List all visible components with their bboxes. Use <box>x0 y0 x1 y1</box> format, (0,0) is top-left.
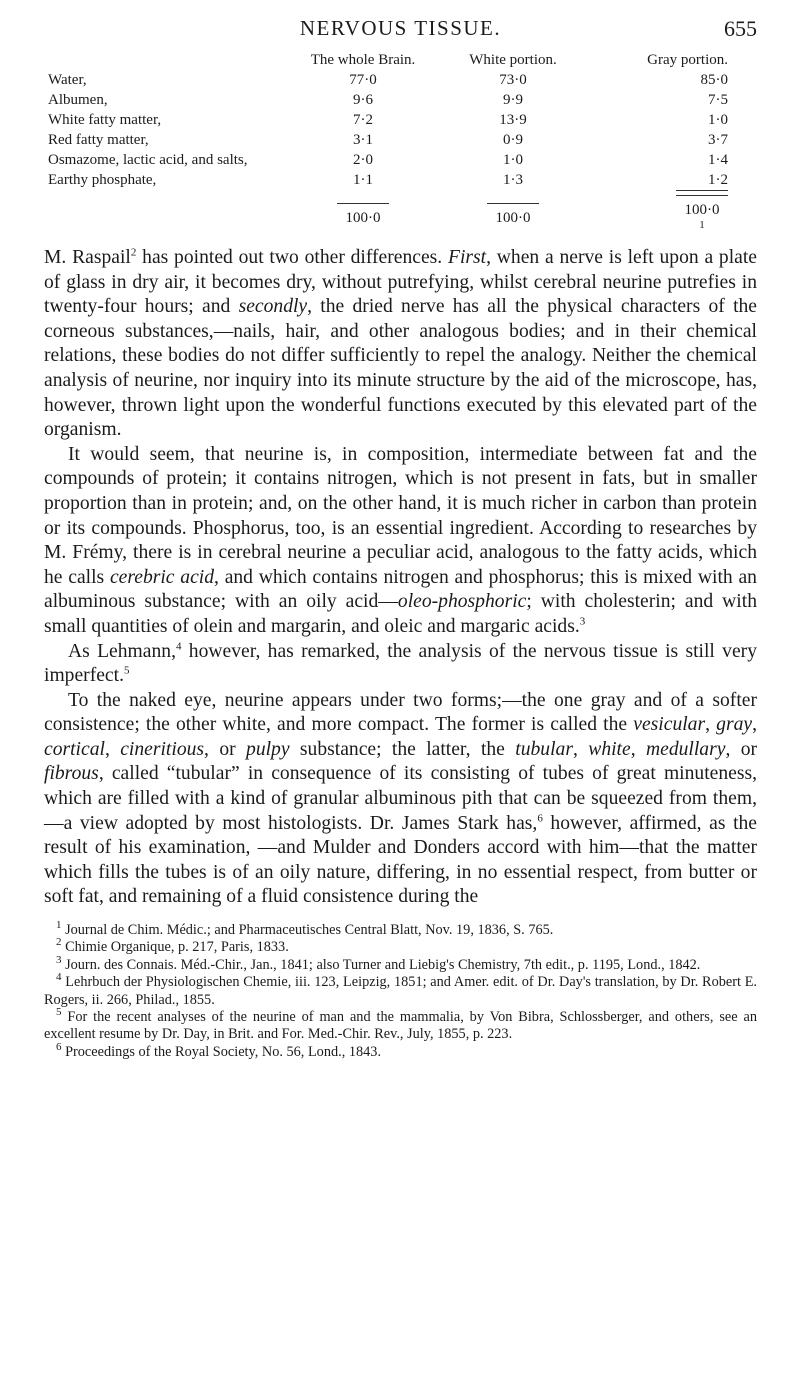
footnote-text: Proceedings of the Royal Society, No. 56, Lond., 1843. <box>61 1043 382 1060</box>
table-cell: 1·3 <box>503 172 523 188</box>
footnote-text: Lehrbuch der Physiologischen Chemie, iii. 123, Leipzig, 1851; and Amer. edit. of Dr. Day's translation, by Dr. Robert E. Rogers, ii. 266, Philad., 1855. <box>44 974 757 1008</box>
text-run: , <box>630 738 646 760</box>
footnote-ref: 6 <box>537 812 543 825</box>
table-header-blank <box>48 50 288 70</box>
italic-term: tubular <box>515 738 573 760</box>
body-text <box>44 246 757 910</box>
column-header: The whole Brain. <box>310 52 416 68</box>
table-row <box>48 90 734 110</box>
table-cell: 1·0 <box>503 152 523 168</box>
text-run: substance; the latter, the <box>289 738 516 760</box>
italic-term: pulpy <box>246 738 290 760</box>
footnote-number: 5 <box>56 1006 62 1019</box>
row-label: Albumen, <box>48 92 108 108</box>
total-value: 100·0 <box>487 203 539 228</box>
italic-term: gray <box>716 714 753 736</box>
footnote-text: Chimie Organique, p. 217, Paris, 1833. <box>61 939 289 956</box>
footnote-text: For the recent analyses of the neurine of man and the mammalia, by Von Bibra, Schlossberger, and others, see an excellent resume by Dr. Day, in Brit. and For. Med.-Chir. Rev., July, 1855, p. 223. <box>44 1009 757 1043</box>
text-run: , when a nerve is left upon a plate of glass in dry air, it becomes dry, without putrefying, whilst cerebral neurine putrefies in twenty-four hours; and <box>44 247 758 318</box>
table-cell: 1·1 <box>353 172 373 188</box>
row-label: Red fatty matter, <box>48 132 149 148</box>
table-cell: 0·9 <box>503 132 523 148</box>
text-run: , <box>104 738 121 760</box>
table-cell: 2·0 <box>353 152 373 168</box>
paragraph <box>44 640 757 689</box>
table-cell: 3·7 <box>708 132 728 148</box>
table-total-row <box>48 190 734 240</box>
text-run: M. Raspail <box>44 247 131 268</box>
footnote-ref: 3 <box>579 615 586 628</box>
paragraph <box>44 246 757 443</box>
italic-term: medullary <box>645 738 726 760</box>
footnote <box>44 1006 757 1044</box>
table-row <box>48 110 734 130</box>
italic-term: fibrous <box>44 763 99 785</box>
footnote <box>44 1041 757 1061</box>
table-cell: 85·0 <box>700 72 728 88</box>
brain-analysis-table <box>48 50 734 240</box>
row-label: Water, <box>48 72 87 88</box>
row-label: White fatty matter, <box>48 112 162 128</box>
italic-term: cerebric acid <box>109 566 215 588</box>
page-number: 655 <box>724 16 757 41</box>
text-run: , called “tubular” in consequence of its consisting of tubes of great minuteness, which are filled with a kind of granular albuminous pith that can be squeezed from them,—a view adopted by most histologists. Dr. James Stark has, <box>44 763 757 834</box>
text-run: has pointed out two other differences. <box>136 247 448 268</box>
footnote-ref: 5 <box>123 664 130 677</box>
text-run: however, has remarked, the analysis of the nervous tissue is still very imperfect. <box>44 640 757 687</box>
text-run: It would seem, that neurine is, in composition, intermediate between fat and the compounds of protein; it contains nitrogen, which is not present in fats, but in smaller proportion than in protein; and, on the other hand, it is much richer in carbon than protein or its compounds. Phosphorus, too, is an essential ingredient. According to researches by M. Frémy, there is in cerebral neurine a peculiar acid, analogous to the fatty acids, which he calls <box>44 443 757 588</box>
total-cell <box>588 190 734 240</box>
footnote-number: 4 <box>56 971 62 984</box>
italic-term: white <box>588 738 631 760</box>
table-cell: 7·2 <box>353 112 373 128</box>
text-run: ; with cholesterin; and with small quantities of olein and margarin, and oleic and margaric acids. <box>44 591 757 637</box>
table-cell: 1·2 <box>708 172 728 188</box>
total-value-text: 100·0 <box>676 195 728 220</box>
italic-term: vesicular <box>633 714 706 736</box>
running-title: NERVOUS TISSUE. <box>299 16 502 40</box>
footnotes <box>44 919 757 1061</box>
column-header: Gray portion. <box>647 52 728 68</box>
text-run: As Lehmann, <box>68 640 176 662</box>
text-run: To the naked eye, neurine appears under two forms;—the one gray and of a softer consistence; the other white, and more compact. The former is called the <box>44 689 757 736</box>
table-cell: 77·0 <box>349 72 377 88</box>
table-row <box>48 150 734 170</box>
running-head <box>44 10 757 44</box>
table-cell: 13·9 <box>499 112 527 128</box>
text-run: however, affirmed, as the result of his examination, —and Mulder and Donders accord with him—that the matter which fills the tubes is of an oily nature, differing, in no essential respect, from butter or soft fat, and remaining of a fluid consistence during the <box>44 812 758 908</box>
text-run: , <box>705 714 717 736</box>
text-run: , <box>572 738 589 760</box>
footnote-ref: 1 <box>699 219 705 231</box>
table-cell: 1·4 <box>708 152 728 168</box>
footnote <box>44 971 757 1009</box>
table-cell: 73·0 <box>499 72 527 88</box>
total-cell <box>438 190 588 240</box>
text-run: , or <box>204 738 247 760</box>
italic-term: First <box>447 247 487 268</box>
table-cell: 7·5 <box>708 92 728 108</box>
footnote-number: 1 <box>56 919 62 932</box>
table-row <box>48 130 734 150</box>
total-label-blank <box>48 190 288 240</box>
paragraph <box>44 689 757 910</box>
row-label: Osmazome, lactic acid, and salts, <box>48 152 248 168</box>
italic-term: cortical <box>44 738 105 760</box>
footnote-ref: 4 <box>175 639 182 652</box>
italic-term: oleo-phosphoric <box>397 591 527 613</box>
table-cell: 9·9 <box>503 92 523 108</box>
table-row <box>48 70 734 90</box>
table-cell: 1·0 <box>708 112 728 128</box>
table-cell: 3·1 <box>353 132 373 148</box>
italic-term: secondly <box>238 296 308 318</box>
footnote-text: Journ. des Connais. Méd.-Chir., Jan., 1841; also Turner and Liebig's Chemistry, 7th edit., p. 1195, Lond., 1842. <box>61 956 701 973</box>
text-run: , and which contains nitrogen and phosphorus; this is mixed with an albuminous substance; with an oily acid— <box>44 566 757 613</box>
table-row <box>48 170 734 190</box>
paragraph <box>44 443 757 640</box>
text-run: , the dried nerve has all the physical characters of the corneous substances,—nails, hair, and other analogous bodies; and in their chemical relations, these bodies do not differ sufficiently to repel the analogy. Neither the chemical analysis of neurine, nor inquiry into its minute structure by the aid of the microscope, has, however, thrown light upon the wonderful functions executed by this elevated part of the organism. <box>44 296 758 441</box>
footnote-number: 6 <box>56 1041 62 1054</box>
column-header: White portion. <box>469 52 557 68</box>
footnote-number: 3 <box>56 954 62 967</box>
footnote <box>44 936 757 956</box>
table-header-row <box>48 50 734 70</box>
text-run: , or <box>725 738 758 760</box>
total-value <box>676 190 728 240</box>
footnote-number: 2 <box>56 936 62 949</box>
footnote <box>44 954 757 974</box>
table-cell: 9·6 <box>353 92 373 108</box>
text-run: , <box>752 714 757 736</box>
italic-term: cineritious <box>120 738 205 760</box>
footnote-ref: 2 <box>130 246 137 259</box>
footnote <box>44 919 757 939</box>
footnote-text: Journal de Chim. Médic.; and Pharmaceutisches Central Blatt, Nov. 19, 1836, S. 765. <box>61 922 554 939</box>
total-value: 100·0 <box>337 203 389 228</box>
total-cell <box>288 190 438 240</box>
row-label: Earthy phosphate, <box>48 172 157 188</box>
